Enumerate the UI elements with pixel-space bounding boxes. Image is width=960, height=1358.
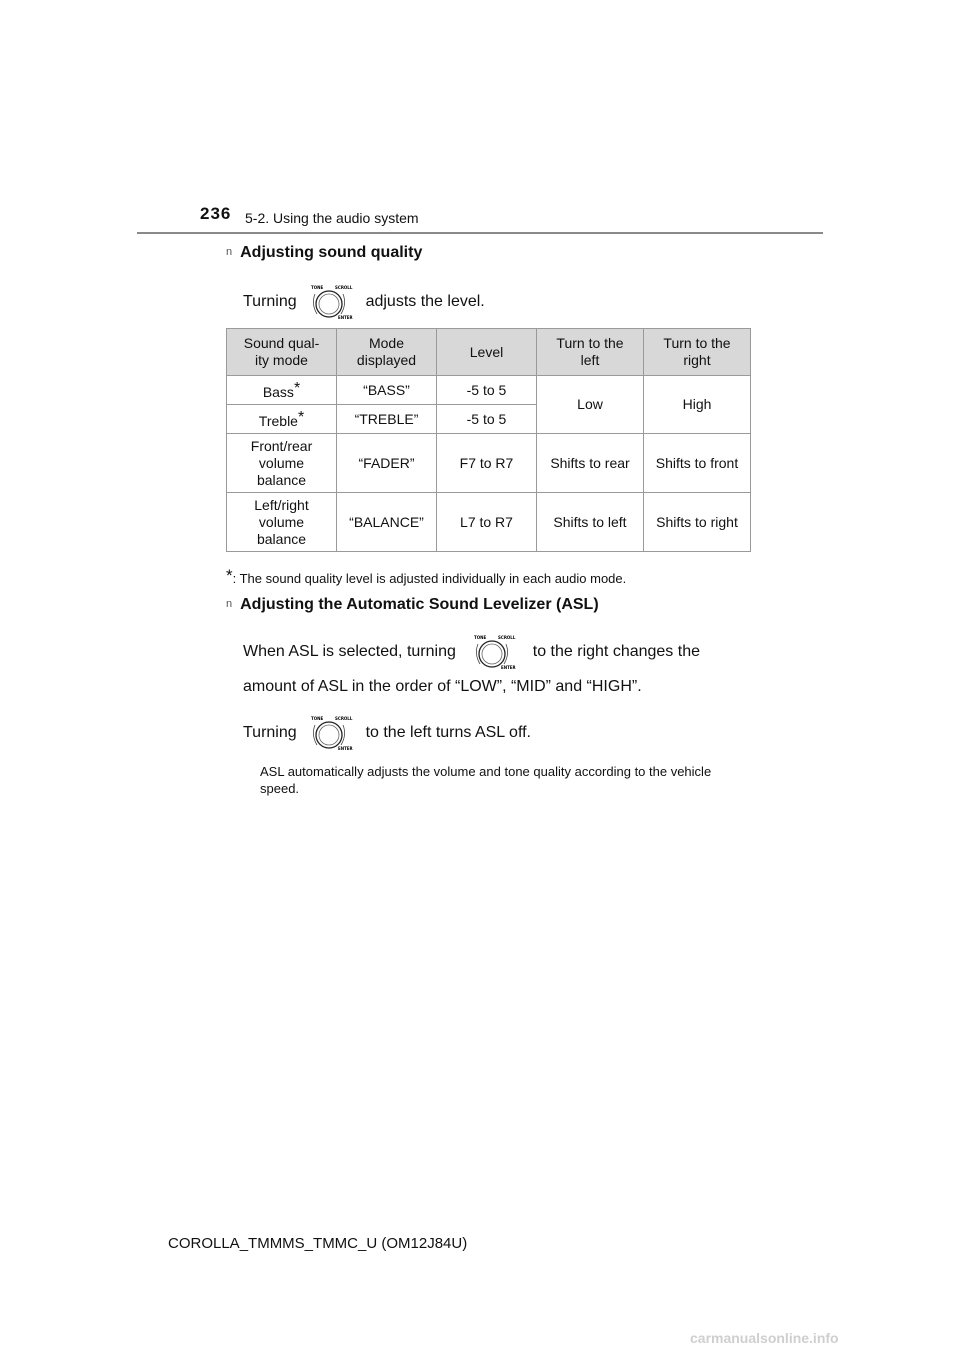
cell-turn-left: Low bbox=[537, 376, 644, 434]
knob-label-enter: ENTER bbox=[338, 746, 353, 751]
cell-turn-left: Shifts to left bbox=[537, 493, 644, 552]
cell-mode bbox=[227, 405, 337, 434]
footnote-asterisk: * bbox=[226, 566, 233, 585]
asl-heading-row bbox=[226, 596, 599, 614]
asl-line-3 bbox=[243, 713, 531, 753]
table-row bbox=[227, 376, 751, 405]
asl-note: ASL automatically adjusts the volume and tone quality according to the vehicle speed. bbox=[260, 764, 712, 796]
cell-displayed: “BALANCE” bbox=[337, 493, 437, 552]
asterisk-mark: * bbox=[297, 408, 305, 426]
watermark: carmanualsonline.info bbox=[690, 1330, 839, 1346]
cell-level: -5 to 5 bbox=[437, 376, 537, 405]
mode-text: Front/rear volume balance bbox=[250, 437, 313, 488]
sound-quality-heading: Adjusting sound quality bbox=[240, 244, 423, 261]
knob-label-scroll: SCROLL bbox=[498, 635, 516, 640]
cell-level: -5 to 5 bbox=[437, 405, 537, 434]
footnote-text: : The sound quality level is adjusted individually in each audio mode. bbox=[232, 571, 627, 586]
table-row bbox=[227, 493, 751, 552]
tune-knob-icon bbox=[468, 632, 520, 672]
header-text: Mode displayed bbox=[356, 335, 417, 368]
bullet-icon: n bbox=[226, 598, 233, 610]
tune-knob-icon bbox=[305, 282, 357, 322]
cell-turn-right: High bbox=[644, 376, 751, 434]
header-text: Turn to the left bbox=[556, 335, 624, 368]
asl-line-3-prefix: Turning bbox=[243, 724, 297, 742]
bullet-icon: n bbox=[226, 246, 233, 258]
cell-level: F7 to R7 bbox=[437, 434, 537, 493]
header-level bbox=[437, 329, 537, 376]
turning-suffix: adjusts the level. bbox=[365, 293, 485, 311]
page-number: 236 bbox=[200, 204, 232, 223]
knob-label-tone: TONE bbox=[311, 285, 324, 290]
header-text: Sound qual- ity mode bbox=[243, 335, 320, 368]
knob-label-tone: TONE bbox=[311, 716, 324, 721]
cell-displayed: “FADER” bbox=[337, 434, 437, 493]
header-text: Turn to the right bbox=[663, 335, 731, 368]
cell-mode bbox=[227, 434, 337, 493]
cell-mode bbox=[227, 493, 337, 552]
cell-turn-right: Shifts to front bbox=[644, 434, 751, 493]
asl-heading: Adjusting the Automatic Sound Levelizer (ASL) bbox=[240, 596, 599, 613]
turning-prefix: Turning bbox=[243, 293, 297, 311]
mode-text: Treble bbox=[258, 412, 298, 429]
cell-turn-left: Shifts to rear bbox=[537, 434, 644, 493]
knob-label-tone: TONE bbox=[474, 635, 487, 640]
cell-turn-right: Shifts to right bbox=[644, 493, 751, 552]
header-turn-left bbox=[537, 329, 644, 376]
header-mode-displayed bbox=[337, 329, 437, 376]
header-rule bbox=[137, 232, 823, 234]
asl-line-1 bbox=[243, 632, 700, 672]
asl-line-2: amount of ASL in the order of “LOW”, “MID” and “HIGH”. bbox=[243, 678, 642, 695]
footer-model-code: COROLLA_TMMMS_TMMC_U (OM12J84U) bbox=[168, 1235, 468, 1252]
table-row bbox=[227, 434, 751, 493]
mode-text: Bass bbox=[262, 383, 294, 400]
tune-knob-icon bbox=[305, 713, 357, 753]
asl-line-1-suffix: to the right changes the bbox=[532, 643, 700, 661]
knob-label-scroll: SCROLL bbox=[335, 716, 353, 721]
asl-line-3-suffix: to the left turns ASL off. bbox=[365, 724, 531, 742]
knob-label-enter: ENTER bbox=[338, 315, 353, 320]
header-turn-right bbox=[644, 329, 751, 376]
knob-label-enter: ENTER bbox=[501, 665, 516, 670]
turning-sentence bbox=[243, 282, 485, 322]
cell-displayed: “TREBLE” bbox=[337, 405, 437, 434]
asterisk-mark: * bbox=[293, 379, 301, 397]
mode-text: Left/right volume balance bbox=[254, 496, 309, 547]
sound-quality-table bbox=[226, 328, 751, 552]
knob-label-scroll: SCROLL bbox=[335, 285, 353, 290]
header-sound-quality-mode bbox=[227, 329, 337, 376]
cell-level: L7 to R7 bbox=[437, 493, 537, 552]
cell-displayed: “BASS” bbox=[337, 376, 437, 405]
sound-quality-heading-row bbox=[226, 244, 422, 262]
table-header-row bbox=[227, 329, 751, 376]
asl-line-1-prefix: When ASL is selected, turning bbox=[243, 643, 456, 661]
section-title: 5-2. Using the audio system bbox=[245, 210, 419, 226]
cell-mode bbox=[227, 376, 337, 405]
header-text: Level bbox=[469, 343, 504, 360]
footnote bbox=[226, 566, 626, 586]
